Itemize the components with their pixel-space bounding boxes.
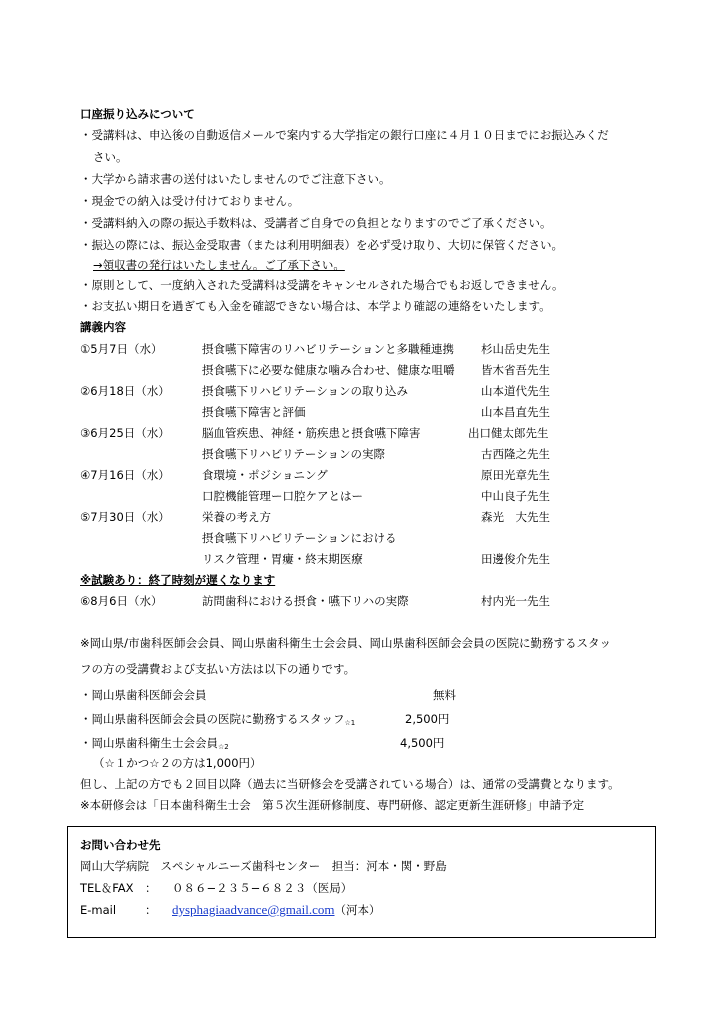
credit-note: ※本研修会は「日本歯科衛生士会 第５次生涯研修制度、専門研修、認定更新生涯研修」申請予定 <box>80 798 585 812</box>
repeat-note: 但し、上記の方でも２回目以降（過去に当研修会を受講されている場合）は、通常の受講費となります。 <box>80 777 620 791</box>
lecture-speaker: 出口健太郎先生 <box>468 426 549 440</box>
lecture-speaker: 原田光章先生 <box>481 468 550 482</box>
lecture-topic: 摂食嚥下障害と評価 <box>202 405 306 419</box>
lecture-topic: 摂食嚥下リハビリテーションにおける <box>202 531 397 545</box>
exam-note: ※試験あり：終了時刻が遅くなります <box>80 573 276 587</box>
payment-bullet: ・お支払い期日を過ぎても入金を確認できない場合は、本学より確認の連絡をいたします。 <box>80 299 551 313</box>
payment-bullet: ・受講料は、申込後の自動返信メールで案内する大学指定の銀行口座に４月１０日までにお振込みくだ <box>80 128 609 142</box>
lecture-topic: 摂食嚥下リハビリテーションの取り込み <box>202 384 408 398</box>
lecture-speaker: 山本道代先生 <box>481 384 550 398</box>
lecture-topic: 栄養の考え方 <box>202 510 271 524</box>
lecture-topic: リスク管理・胃瘻・終末期医療 <box>202 552 363 566</box>
fee-mark: ☆2 <box>218 743 229 751</box>
email-suffix: （河本） <box>334 903 381 917</box>
lecture-speaker: 古西隆之先生 <box>481 447 550 461</box>
lecture-speaker: 村内光一先生 <box>481 594 550 608</box>
lecture-topic: 摂食嚥下に必要な健康な噛み合わせ、健康な咀嚼 <box>202 363 455 377</box>
fee-label <box>80 734 229 756</box>
lecture-speaker: 中山良子先生 <box>481 489 550 503</box>
payment-bullet: ・原則として、一度納入された受講料は受講をキャンセルされた場合でもお返しできません。 <box>80 278 564 292</box>
payment-heading: 口座振り込みについて <box>80 107 195 121</box>
lecture-topic: 摂食嚥下リハビリテーションの実際 <box>202 447 385 461</box>
fee-label-text: ・岡山県歯科衛生士会会員 <box>80 736 218 750</box>
lecture-date: ④7月16日（水） <box>80 468 170 482</box>
fee-mark: ☆1 <box>344 719 356 727</box>
lecture-topic: 食環境・ポジショニング <box>202 468 328 482</box>
payment-bullet: ・現金での納入は受け付けておりません。 <box>80 194 300 208</box>
lecture-topic: 脳血管疾患、神経・筋疾患と摂食嚥下障害 <box>202 426 421 440</box>
tel-colon: ： <box>145 881 157 895</box>
lecture-speaker: 森光 大先生 <box>481 510 550 524</box>
tel-value: ０８６−２３５−６８２３（医局） <box>172 881 353 895</box>
lecture-topic: 訪問歯科における摂食・嚥下リハの実際 <box>202 594 409 608</box>
fees-intro: ※岡山県/市歯科医師会会員、岡山県歯科衛生士会会員、岡山県歯科医師会会員の医院に勤務するスタッ <box>80 636 612 650</box>
fee-label-text: ・岡山県歯科医師会会員の医院に勤務するスタッフ <box>80 712 345 726</box>
fees-intro: フの方の受講費および支払い方法は以下の通りです。 <box>80 662 356 676</box>
lecture-speaker: 杉山岳史先生 <box>481 342 550 356</box>
lectures-heading: 講義内容 <box>80 320 126 334</box>
lecture-date: ①5月7日（水） <box>80 342 163 356</box>
fee-amount: 無料 <box>433 688 456 702</box>
email-row <box>172 901 381 919</box>
lecture-speaker: 皆木省吾先生 <box>481 363 550 377</box>
lecture-speaker: 田邊俊介先生 <box>481 552 550 566</box>
lecture-date: ⑥8月6日（水） <box>80 594 163 608</box>
payment-bullet: ・大学から請求書の送付はいたしませんのでご注意下さい。 <box>80 172 391 186</box>
payment-bullet: さい。 <box>93 150 128 164</box>
payment-bullet: ・受講料納入の際の振込手数料は、受講者ご自身での負担となりますのでご了承ください。 <box>80 216 552 230</box>
fee-amount: 2,500円 <box>405 712 450 726</box>
lecture-date: ③6月25日（水） <box>80 426 170 440</box>
email-label: E-mail <box>80 903 117 917</box>
lecture-date: ②6月18日（水） <box>80 384 170 398</box>
email-link[interactable]: dysphagiaadvance@gmail.com <box>172 902 335 917</box>
fee-label: ・岡山県歯科医師会会員 <box>80 688 207 702</box>
email-colon: ： <box>145 903 157 917</box>
contact-org: 岡山大学病院 スペシャルニーズ歯科センター 担当：河本・関・野島 <box>80 859 447 873</box>
contact-heading: お問い合わせ先 <box>80 838 161 852</box>
receipt-note: →領収書の発行はいたしません。ご了承下さい。 <box>93 258 345 272</box>
tel-label: TEL＆FAX <box>80 881 134 895</box>
lecture-topic: 口腔機能管理ー口腔ケアとはー <box>202 489 363 503</box>
lecture-topic: 摂食嚥下障害のリハビリテーションと多職種連携 <box>202 342 454 356</box>
lecture-speaker: 山本昌直先生 <box>481 405 550 419</box>
payment-bullet: ・振込の際には、振込金受取書（または利用明細表）を必ず受け取り、大切に保管ください。 <box>80 238 563 252</box>
combo-note: （☆１かつ☆２の方は1,000円） <box>93 756 262 770</box>
fee-label <box>80 710 355 732</box>
lecture-date: ⑤7月30日（水） <box>80 510 170 524</box>
fee-amount: 4,500円 <box>400 736 445 750</box>
